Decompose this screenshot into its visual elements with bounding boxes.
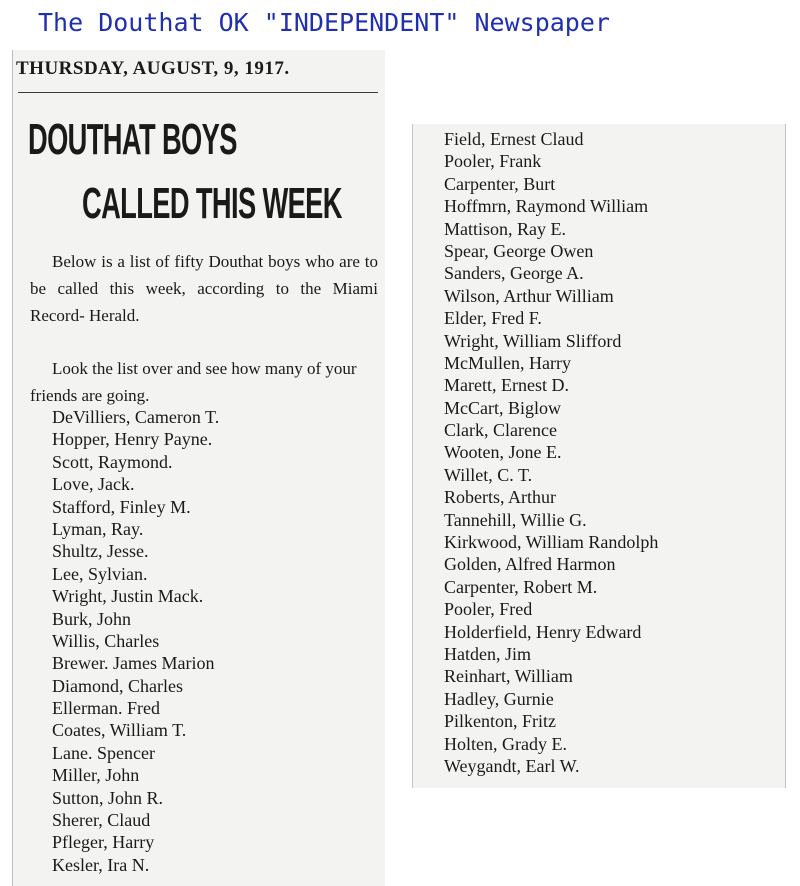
list-item: Brewer. James Marion [52, 653, 215, 674]
list-item: Lee, Sylvian. [52, 563, 148, 584]
list-item: Scott, Raymond. [52, 451, 173, 472]
list-item: Hopper, Henry Payne. [52, 429, 213, 450]
dateline: THURSDAY, AUGUST, 9, 1917. [16, 58, 290, 79]
list-item: Burk, John [52, 608, 132, 629]
list-item: Marett, Ernest D. [444, 375, 569, 396]
list-item: Holten, Grady E. [444, 733, 567, 754]
list-item: Holderfield, Henry Edward [444, 621, 642, 642]
list-item: Ellerman. Fred [52, 698, 160, 719]
list-item: Sherer, Claud [52, 810, 151, 831]
list-item: Lane. Spencer [52, 742, 155, 763]
list-item: Love, Jack. [52, 474, 135, 495]
list-item: Stafford, Finley M. [52, 496, 191, 517]
list-item: Pooler, Fred [444, 599, 533, 620]
list-item: DeVilliers, Cameron T. [52, 407, 220, 427]
list-item: Hadley, Gurnie [444, 688, 554, 709]
headline-line-1: DOUTHAT BOYS [28, 115, 237, 164]
page-title: The Douthat OK "INDEPENDENT" Newspaper [38, 8, 610, 37]
list-item: Weygandt, Earl W. [444, 755, 580, 776]
list-item: Wright, William Slifford [444, 330, 622, 351]
dateline-rule [18, 92, 378, 93]
list-item: Spear, George Owen [444, 240, 594, 261]
list-item: Sutton, John R. [52, 787, 164, 808]
list-item: Mattison, Ray E. [444, 218, 566, 239]
list-item: Miller, John [52, 765, 140, 786]
list-item: McCart, Biglow [444, 397, 561, 418]
list-item: Hoffmrn, Raymond William [444, 196, 649, 217]
list-item: Willis, Charles [52, 630, 160, 651]
list-item: Lyman, Ray. [52, 518, 144, 539]
list-item: Wright, Justin Mack. [52, 586, 204, 607]
intro-paragraph-2: Look the list over and see how many of your friends are going. [30, 359, 357, 405]
list-item: Wooten, Jone E. [444, 442, 562, 463]
list-item: Tannehill, Willie G. [444, 509, 587, 530]
list-item: Roberts, Arthur [444, 487, 556, 508]
list-item: Clark, Clarence [444, 420, 557, 441]
list-item: Pooler, Frank [444, 151, 542, 172]
list-item: Carpenter, Burt [444, 173, 556, 194]
list-item: Field, Ernest Claud [444, 129, 584, 149]
list-item: Golden, Alfred Harmon [444, 554, 616, 575]
list-item: Pfleger, Harry [52, 832, 155, 853]
list-item: Willet, C. T. [444, 464, 533, 485]
list-item: Reinhart, William [444, 666, 573, 687]
list-item: Diamond, Charles [52, 675, 183, 696]
name-list-right [444, 128, 658, 777]
list-item: Kesler, Ira N. [52, 854, 150, 875]
list-item: Sanders, George A. [444, 263, 584, 284]
intro-paragraph-1: Below is a list of fifty Douthat boys who are to be called this week, according to the Miami Record- Herald. [30, 252, 378, 325]
list-item: Wilson, Arthur William [444, 285, 614, 306]
list-item: McMullen, Harry [444, 352, 571, 373]
list-item: Elder, Fred F. [444, 308, 542, 329]
list-item: Kirkwood, William Randolph [444, 532, 659, 553]
headline-line-2: CALLED THIS WEEK [82, 179, 342, 228]
list-item: Hatden, Jim [444, 643, 531, 664]
name-list-left [52, 406, 219, 876]
list-item: Shultz, Jesse. [52, 541, 149, 562]
list-item: Carpenter, Robert M. [444, 576, 598, 597]
list-item: Coates, William T. [52, 720, 187, 741]
list-item: Pilkenton, Fritz [444, 711, 556, 732]
